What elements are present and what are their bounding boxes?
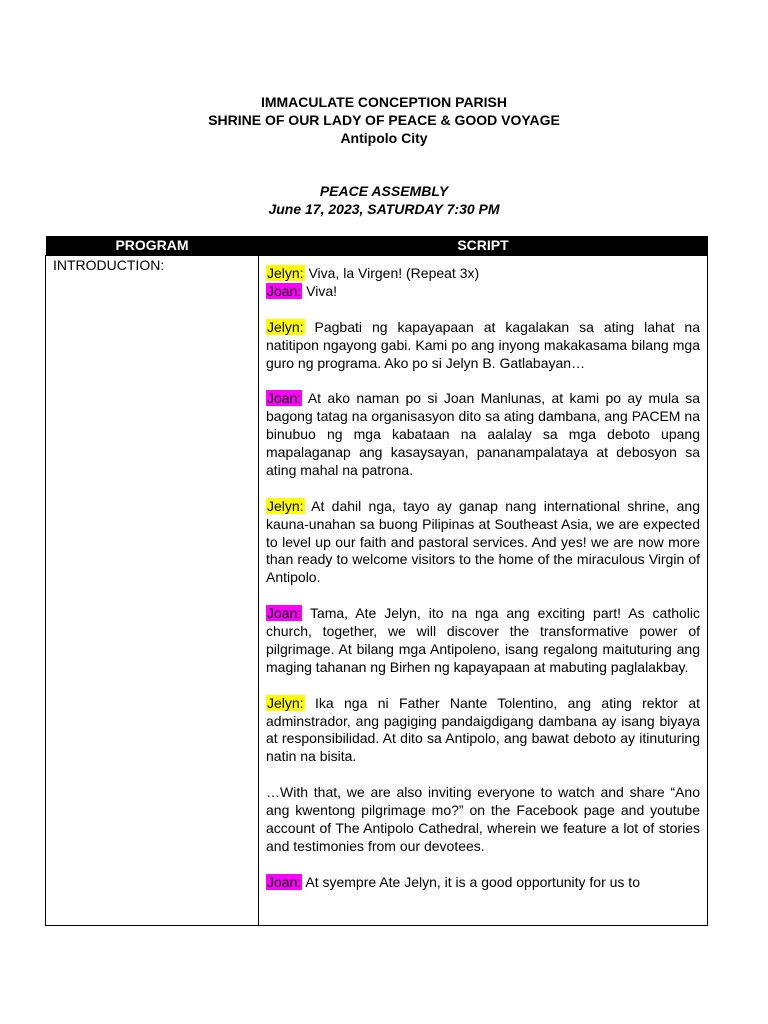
script-text: Pagbati ng kapayapaan at kagalakan sa ating lahat na natitipon ngayong gabi. Kami po ang inyong makakasama bilang mga guro ng programa. Ako po si Jelyn B. Gatlabayan… <box>266 318 700 371</box>
script-text: At dahil nga, tayo ay ganap nang international shrine, ang kauna-unahan sa buong Pilipinas at Southeast Asia, we are expected to level up our faith and pastoral services. And yes! we are now more than ready to welcome visitors to the home of the miraculous Virgin of Antipolo. <box>266 497 700 586</box>
script-text: At ako naman po si Joan Manlunas, at kami po ay mula sa bagong tatag na organisasyon dito sa ating dambana, ang PACEM na binubuo ng mga kabataan na aalalay sa mga deboto upang mapalaganap ang kasaysayan, pananampalataya at debosyon sa ating mahal na patrona. <box>266 390 700 478</box>
script-paragraph <box>266 874 700 892</box>
script-body <box>266 265 700 892</box>
parish-name: IMMACULATE CONCEPTION PARISH <box>260 94 508 110</box>
script-text: …With that, we are also inviting everyone to watch and share “Ano ang kwentong pilgrimage mo?” on the Facebook page and youtube account of The Antipolo Cathedral, wherein we feature a lot of stories and testimonies from our devotees. <box>266 784 700 854</box>
script-paragraph <box>266 498 700 588</box>
city-name: Antipolo City <box>340 130 428 146</box>
speaker-label: Jelyn: <box>267 694 304 711</box>
script-paragraph <box>266 695 700 767</box>
script-paragraph <box>266 784 700 856</box>
script-cell <box>259 256 708 926</box>
speaker-label: Joan: <box>267 282 302 299</box>
table-row <box>46 256 708 926</box>
script-text: Viva, la Virgen! (Repeat 3x) <box>304 265 480 281</box>
shrine-name: SHRINE OF OUR LADY OF PEACE & GOOD VOYAGE <box>208 112 560 128</box>
script-column-header: SCRIPT <box>259 236 708 256</box>
speaker-label: Joan: <box>267 873 302 890</box>
parish-header <box>0 93 768 147</box>
speaker-label: Jelyn: <box>267 318 304 335</box>
script-paragraph <box>266 265 700 283</box>
speaker-label: Jelyn: <box>267 265 304 281</box>
speaker-label: Joan: <box>267 605 302 622</box>
event-title: PEACE ASSEMBLY <box>319 183 449 199</box>
script-paragraph <box>266 319 700 373</box>
speaker-label: Jelyn: <box>267 497 304 514</box>
event-datetime: June 17, 2023, SATURDAY 7:30 PM <box>268 201 500 217</box>
script-text: At syempre Ate Jelyn, it is a good opportunity for us to <box>302 873 640 890</box>
program-column-header: PROGRAM <box>46 236 259 256</box>
speaker-label: Joan: <box>267 390 302 407</box>
script-text: Viva! <box>302 282 338 299</box>
script-paragraph <box>266 283 700 301</box>
program-item: INTRODUCTION: <box>53 257 165 273</box>
script-text: Ika nga ni Father Nante Tolentino, ang ating rektor at adminstrador, ang pagiging pandaigdigang dambana ay isang biyaya at responsibilidad. At dito sa Antipolo, ang bawat deboto ay itinuturing natin na bisita. <box>266 694 700 765</box>
script-paragraph <box>266 390 700 480</box>
script-paragraph <box>266 605 700 677</box>
event-heading <box>0 182 768 218</box>
program-cell <box>46 256 259 926</box>
script-text: Tama, Ate Jelyn, ito na nga ang exciting part! As catholic church, together, we will discover the transformative power of pilgrimage. At bilang mga Antipoleno, isang regalong maituturing ang maging tahanan ng Birhen ng kapayapaan at mabuting paglalakbay. <box>266 605 700 675</box>
table-header-row <box>46 236 708 256</box>
program-table <box>45 236 708 926</box>
